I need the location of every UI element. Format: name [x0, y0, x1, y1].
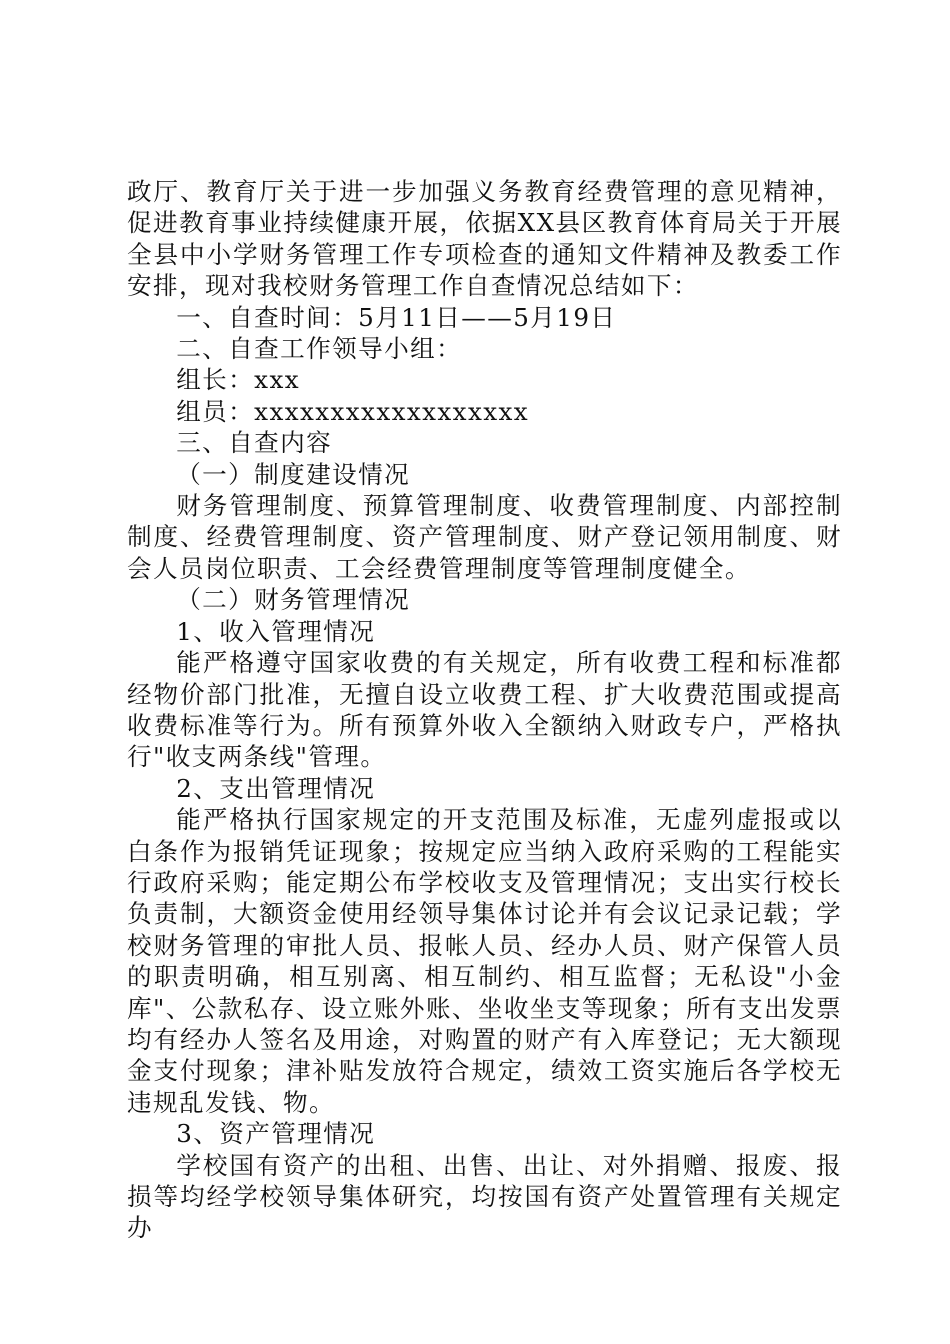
subheading-income: 1、收入管理情况 — [176, 616, 376, 646]
body-expense: 能严格执行国家规定的开支范围及标准，无虚列虚报或以白条作为报销凭证现象；按规定应当纳入政府采购的工程能实行政府采购；能定期公布学校收支及管理情况；支出实行校长负责制，大额资金使用经领导集体讨论并有会议记录记载；学校财务管理的审批人员、报帐人员、经办人员、财产保管人员的职责明确，相互别离、相互制约、相互监督；无私设"小金库"、公款私存、设立账外账、坐收坐支等现象；所有支出发票均有经办人签名及用途，对购置的财产有入库登记；无大额现金支付现象；津补贴发放符合规定，绩效工资实施后各学校无违规乱发钱、物。 — [127, 805, 842, 1117]
group-members: 组员：xxxxxxxxxxxxxxxxxx — [176, 396, 530, 426]
subheading-asset: 3、资产管理情况 — [176, 1119, 376, 1149]
body-income: 能严格遵守国家收费的有关规定，所有收费工程和标准都经物价部门批准，无擅自设立收费工程、扩大收费范围或提高收费标准等行为。所有预算外收入全额纳入财政专户，严格执行"收支两条线"管理。 — [127, 648, 842, 772]
inspection-time: 一、自查时间：5月11日——5月19日 — [176, 302, 617, 332]
intro-paragraph: 政厅、教育厅关于进一步加强义务教育经费管理的意见精神，促进教育事业持续健康开展，依据XX县区教育体育局关于开展全县中小学财务管理工作专项检查的通知文件精神及教委工作安排，现对我校财务管理工作自查情况总结如下： — [127, 177, 842, 301]
body-asset: 学校国有资产的出租、出售、出让、对外捐赠、报废、报损等均经学校领导集体研究，均按国有资产处置管理有关规定办 — [127, 1150, 842, 1243]
section-heading-system: （一）制度建设情况 — [176, 459, 411, 489]
document-body — [127, 176, 842, 1244]
leading-group-heading: 二、自查工作领导小组： — [176, 334, 463, 364]
section-body-system: 财务管理制度、预算管理制度、收费管理制度、内部控制制度、经费管理制度、资产管理制度、财产登记领用制度、财会人员岗位职责、工会经费管理制度等管理制度健全。 — [127, 491, 842, 583]
section-heading-finance: （二）财务管理情况 — [176, 585, 411, 615]
subheading-expense: 2、支出管理情况 — [176, 773, 376, 803]
group-leader: 组长：xxx — [176, 365, 300, 395]
inspection-content-heading: 三、自查内容 — [176, 428, 333, 458]
